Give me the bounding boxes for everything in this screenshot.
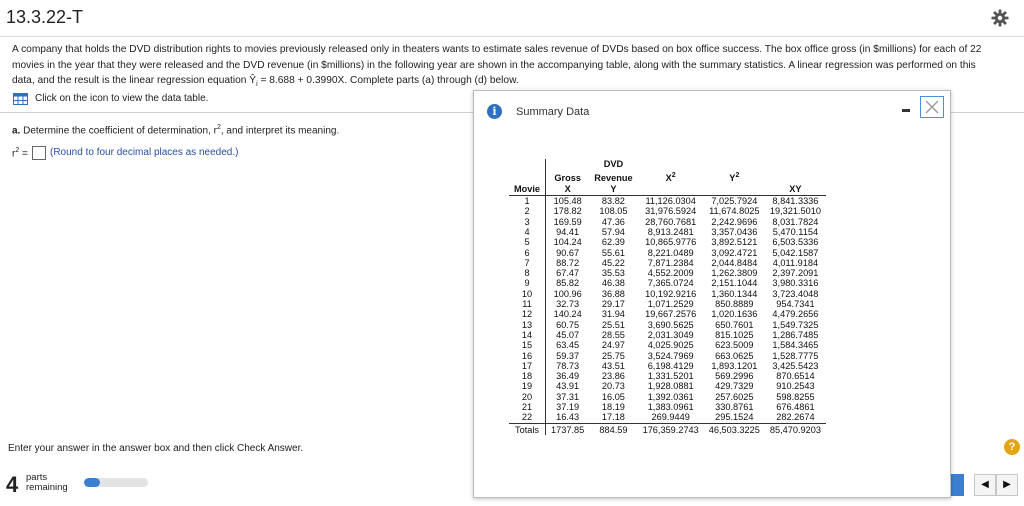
table-cell: 1,262.3809 (711, 268, 758, 279)
col-header-gross-1: Gross (554, 173, 581, 184)
col-header-x2: $X^2$ (665, 172, 676, 184)
table-cell: 45.07 (556, 329, 580, 340)
table-cell: 32.73 (556, 299, 580, 310)
next-question-button[interactable]: ▶ (996, 474, 1018, 496)
table-cell: 257.6025 (715, 391, 754, 402)
table-cell: 1,071.2529 (647, 299, 694, 310)
table-cell: 7 (509, 258, 546, 268)
table-cell: 1 (509, 196, 546, 207)
col-header-xy: XY (765, 184, 826, 196)
data-table-link-label[interactable]: Click on the icon to view the data table. (35, 93, 209, 104)
table-cell: 9 (509, 278, 546, 288)
table-cell: 5 (509, 237, 546, 247)
table-cell: 47.36 (601, 216, 625, 227)
table-row (509, 237, 826, 247)
table-cell: 8,221.0489 (647, 247, 694, 258)
col-header-movie: Movie (509, 184, 546, 196)
table-row (509, 351, 826, 361)
table-cell: 83.82 (601, 196, 625, 207)
table-cell: 3,092.4721 (711, 247, 758, 258)
table-cell: 2,044.8484 (711, 257, 758, 268)
table-cell: 3,723.4048 (772, 288, 819, 299)
table-cell: 2,151.1044 (711, 278, 758, 289)
part-a-question: a. Determine the coefficient of determination, $r^2$, and interpret its meaning. (12, 124, 340, 137)
table-cell: 22 (509, 412, 546, 423)
table-cell: 2,031.3049 (647, 329, 694, 340)
table-cell: 4,011.9184 (772, 257, 819, 268)
table-cell: 282.2674 (776, 412, 815, 423)
table-cell: 60.75 (556, 319, 580, 330)
table-cell: 20 (509, 392, 546, 402)
table-cell: 11,674.8025 (709, 206, 760, 217)
table-row (509, 381, 826, 391)
table-cell: 3,892.5121 (711, 237, 758, 248)
help-button[interactable]: ? (1004, 439, 1020, 455)
question-navigation (950, 474, 1020, 496)
table-cell: 63.45 (556, 340, 580, 351)
table-cell: 3,425.5423 (772, 360, 819, 371)
table-cell: 25.51 (601, 319, 625, 330)
table-cell: 21 (509, 402, 546, 412)
table-cell: 870.6514 (776, 371, 815, 382)
table-cell: 910.2543 (776, 381, 815, 392)
table-row (509, 217, 826, 227)
table-cell: 7,871.2384 (647, 257, 694, 268)
table-cell: 1,331.5201 (647, 371, 694, 382)
table-cell: Totals (509, 423, 546, 435)
popup-header (474, 91, 950, 131)
col-header-dvd-3: Y (589, 184, 637, 196)
table-cell: 1,928.0881 (647, 381, 694, 392)
table-cell: 10,865.9776 (645, 237, 697, 248)
table-cell: 25.75 (601, 350, 625, 361)
table-cell: 62.39 (601, 237, 625, 248)
table-row (509, 330, 826, 340)
table-cell: 78.73 (556, 360, 580, 371)
table-cell: 12 (509, 309, 546, 319)
table-cell: 2 (509, 206, 546, 216)
table-cell: 3,980.3316 (772, 278, 819, 289)
table-body (509, 196, 826, 435)
table-cell: 8,913.2481 (647, 226, 694, 237)
table-cell: 3,524.7969 (647, 350, 694, 361)
table-cell: 4,479.2656 (772, 309, 819, 320)
table-cell: 28,760.7681 (645, 216, 697, 227)
table-cell: 1,286.7485 (772, 329, 819, 340)
minimize-button[interactable] (902, 109, 910, 112)
table-cell: 598.8255 (776, 391, 815, 402)
table-cell: 18 (509, 371, 546, 381)
table-cell: 18.19 (601, 402, 625, 412)
table-row (509, 340, 826, 350)
table-row (509, 402, 826, 412)
table-cell: 46.38 (601, 278, 625, 289)
table-cell: 94.41 (556, 226, 580, 237)
table-cell: 13 (509, 320, 546, 330)
table-row (509, 289, 826, 299)
table-cell: 100.96 (553, 288, 582, 299)
question-id: 13.3.22-T (6, 7, 84, 27)
table-cell: 43.51 (601, 360, 625, 371)
table-cell: 140.24 (553, 309, 582, 320)
table-cell: 11,126.0304 (645, 196, 696, 207)
part-a-text: Determine the coefficient of determination, r (23, 125, 217, 137)
table-cell: 59.37 (556, 350, 580, 361)
popup-title: Summary Data (516, 106, 590, 118)
totals-row (509, 423, 826, 435)
table-cell: 6,198.4129 (647, 360, 694, 371)
nav-current-indicator[interactable] (950, 474, 964, 496)
table-cell: 10,192.9216 (645, 288, 697, 299)
table-cell: 8,841.3336 (772, 196, 819, 207)
table-row (509, 227, 826, 237)
table-cell: 14 (509, 330, 546, 340)
table-cell: 7,025.7924 (711, 196, 758, 207)
table-cell: 5,470.1154 (772, 226, 819, 237)
table-cell: 8,031.7824 (772, 216, 819, 227)
progress-bar (84, 478, 148, 487)
table-cell: 37.19 (556, 402, 580, 412)
top-bar (0, 0, 1024, 37)
table-cell: 16.43 (556, 412, 580, 423)
summary-data-popup (473, 90, 951, 498)
table-row (509, 392, 826, 402)
answer-label: $r^2$ = (12, 147, 28, 160)
table-cell: 57.94 (601, 226, 625, 237)
table-cell: 2,397.2091 (772, 268, 819, 279)
table-cell: 4 (509, 227, 546, 237)
table-cell: 330.8761 (715, 402, 754, 412)
gear-icon[interactable] (990, 8, 1010, 28)
progress-bar-fill (84, 478, 100, 487)
table-cell: 1,392.0361 (647, 391, 694, 402)
table-cell: 650.7601 (715, 319, 754, 330)
problem-line-1: A company that holds the DVD distribution rights to movies previously released only in theaters wants to estimate sales revenue of DVDs based on box office success. The box office gross (in $millions) for each of 22 (12, 44, 982, 55)
col-header-gross-2: X (546, 184, 590, 196)
table-cell: 7,365.0724 (647, 278, 694, 289)
table-cell: 36.49 (556, 371, 580, 382)
col-header-dvd-1: DVD (603, 159, 624, 169)
table-cell: 1,383.0961 (647, 402, 694, 412)
table-cell: 178.82 (553, 206, 582, 217)
table-cell: 37.31 (556, 391, 580, 402)
table-cell: 35.53 (601, 268, 625, 279)
r-squared-answer-input[interactable] (32, 146, 46, 160)
table-row (509, 371, 826, 381)
table-cell: 850.8889 (715, 299, 754, 310)
part-a-text-2: , and interpret its meaning. (220, 125, 340, 137)
table-icon[interactable] (13, 93, 28, 105)
regression-equation: $Ŷ_i = 8.688 + 0.3990X$. (249, 75, 348, 89)
table-cell: 1,528.7775 (772, 350, 819, 361)
table-cell: 31,976.5924 (645, 206, 697, 217)
col-header-dvd-2: Revenue (594, 173, 633, 184)
table-cell: 11 (509, 299, 546, 309)
table-cell: 1,360.1344 (711, 288, 758, 299)
table-row (509, 196, 826, 207)
table-cell: 19 (509, 381, 546, 391)
table-cell: 6 (509, 248, 546, 258)
table-cell: 19,321.5010 (769, 206, 821, 217)
parts-label: parts remaining (26, 472, 68, 493)
table-cell: 623.5009 (715, 340, 754, 351)
table-cell: 15 (509, 340, 546, 350)
table-cell: 46,503.3225 (704, 423, 765, 435)
table-cell: 16.05 (601, 391, 625, 402)
table-cell: 19,667.2576 (645, 309, 697, 320)
table-row (509, 248, 826, 258)
table-cell: 67.47 (556, 268, 580, 279)
table-cell: 2,242.9696 (711, 216, 758, 227)
table-cell: 176,359.2743 (638, 423, 704, 435)
table-cell: 4,025.9025 (647, 340, 694, 351)
table-cell: 55.61 (601, 247, 625, 258)
problem-statement (12, 42, 1008, 93)
table-cell: 36.88 (601, 288, 625, 299)
table-row (509, 206, 826, 216)
table-cell: 23.86 (601, 371, 625, 382)
close-icon[interactable] (921, 97, 943, 117)
table-cell: 29.17 (601, 299, 625, 310)
table-cell: 85.82 (556, 278, 580, 289)
table-cell: 3,690.5625 (647, 319, 694, 330)
previous-question-button[interactable]: ◀ (974, 474, 996, 496)
table-cell: 269.9449 (651, 412, 690, 423)
table-cell: 90.67 (556, 247, 580, 258)
table-cell: 663.0625 (715, 350, 754, 361)
close-button[interactable] (920, 96, 944, 118)
table-cell: 1,020.1636 (711, 309, 758, 320)
table-cell: 676.4861 (776, 402, 815, 412)
table-cell: 1,893.1201 (711, 360, 758, 371)
table-cell: 20.73 (601, 381, 625, 392)
table-cell: 88.72 (556, 257, 580, 268)
answer-instruction: Enter your answer in the answer box and then click Check Answer. (8, 443, 304, 454)
table-cell: 954.7341 (776, 299, 815, 310)
table-cell: 105.48 (553, 196, 582, 207)
table-cell: 169.59 (553, 216, 582, 227)
info-icon: i (487, 104, 502, 119)
table-cell: 43.91 (556, 381, 580, 392)
table-cell: 1,584.3465 (772, 340, 819, 351)
table-cell: 45.22 (601, 257, 625, 268)
table-cell: 17.18 (601, 412, 625, 423)
problem-line-3-post: Complete parts (a) through (d) below. (347, 75, 519, 86)
summary-data-table (509, 159, 826, 435)
table-cell: 85,470.9203 (765, 423, 826, 435)
col-header-y2: $Y^2$ (729, 172, 740, 184)
table-cell: 104.24 (553, 237, 582, 248)
problem-line-2: movies in the year that they were released and the DVD revenue (in $millions) in the following year are shown in the accompanying table, along with the summary statistics. A linear regression was performed on this (12, 59, 976, 71)
table-cell: 24.97 (601, 340, 625, 351)
table-cell: 17 (509, 361, 546, 371)
part-a-prefix: a. (12, 125, 21, 137)
table-cell: 1737.85 (546, 423, 590, 435)
table-row (509, 412, 826, 423)
table-cell: 3 (509, 217, 546, 227)
table-cell: 429.7329 (715, 381, 754, 392)
table-cell: 4,552.2009 (647, 268, 694, 279)
table-cell: 5,042.1587 (772, 247, 819, 258)
table-row (509, 361, 826, 371)
table-row (509, 299, 826, 309)
table-cell: 6,503.5336 (772, 237, 819, 248)
table-row (509, 258, 826, 268)
parts-count: 4 (6, 472, 19, 497)
table-cell: 10 (509, 289, 546, 299)
table-row (509, 278, 826, 288)
table-cell: 31.94 (601, 309, 625, 320)
table-cell: 28.55 (601, 329, 625, 340)
table-cell: 295.1524 (715, 412, 754, 423)
table-cell: 108.05 (599, 206, 628, 217)
rounding-hint: (Round to four decimal places as needed.) (50, 147, 239, 158)
table-cell: 569.2996 (715, 371, 754, 382)
table-cell: 884.59 (589, 423, 637, 435)
table-cell: 16 (509, 351, 546, 361)
table-cell: 815.1025 (715, 329, 754, 340)
table-row (509, 320, 826, 330)
problem-line-3-pre: data, and the result is the linear regression equation (12, 75, 250, 86)
table-row (509, 268, 826, 278)
table-cell: 8 (509, 268, 546, 278)
table-cell: 3,357.0436 (711, 226, 758, 237)
table-row (509, 309, 826, 319)
table-cell: 1,549.7325 (772, 319, 819, 330)
